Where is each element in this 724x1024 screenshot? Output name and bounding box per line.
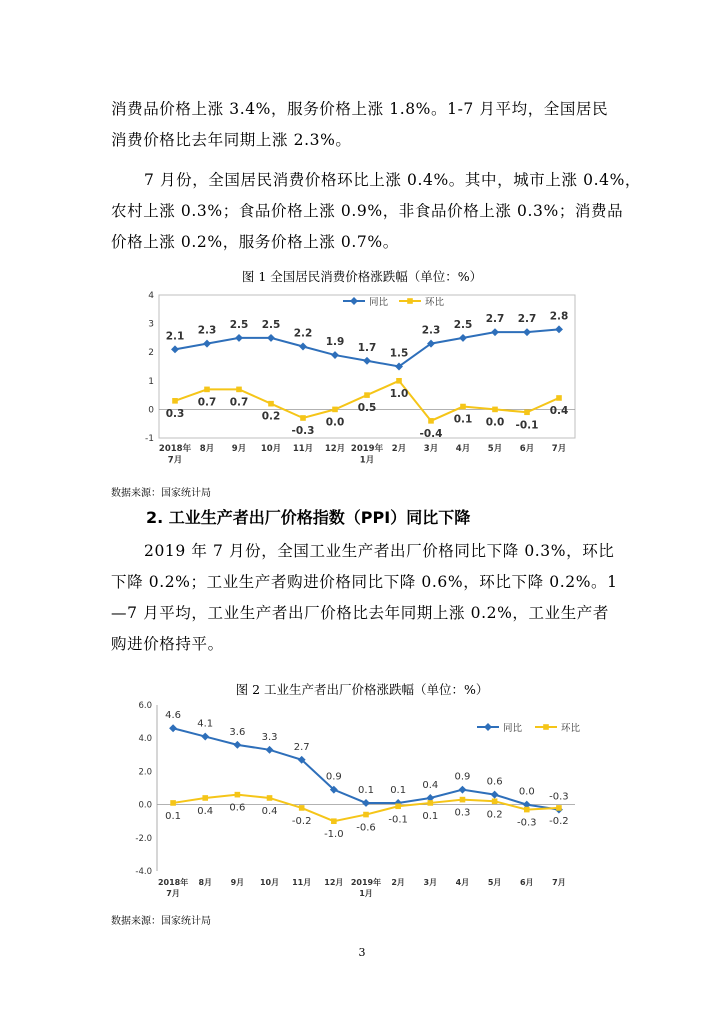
data-label: 0.0 xyxy=(325,416,345,429)
data-point xyxy=(233,741,241,749)
data-point xyxy=(491,328,499,336)
data-point xyxy=(428,418,434,424)
x-tick-label: 6月 xyxy=(519,878,534,887)
y-tick-label: -2.0 xyxy=(135,833,152,844)
data-point xyxy=(267,795,273,801)
data-label: -0.3 xyxy=(517,817,537,829)
data-point xyxy=(491,791,499,799)
data-point xyxy=(267,334,275,342)
legend-label: 同比 xyxy=(369,297,389,308)
data-label: 0.0 xyxy=(485,416,505,429)
x-tick-label: 5月 xyxy=(487,878,502,887)
data-label: -0.1 xyxy=(388,814,408,826)
data-label: 0.2 xyxy=(261,410,281,423)
data-label: 2.7 xyxy=(517,313,537,326)
data-label: 0.1 xyxy=(390,784,407,796)
data-label: 2.3 xyxy=(197,324,217,337)
data-point xyxy=(172,398,178,404)
figure-1-chart xyxy=(111,285,591,475)
x-tick-label: 7月 xyxy=(551,444,567,454)
data-point xyxy=(492,407,498,413)
x-tick-label: 11月 xyxy=(292,444,314,454)
data-label: 4.1 xyxy=(197,718,214,730)
paragraph-3 xyxy=(111,536,617,660)
data-label: 0.1 xyxy=(422,810,439,822)
text-line: 消费价格比去年同期上涨 2.3%。 xyxy=(111,131,352,149)
text-line: 7 月份，全国居民消费价格环比上涨 0.4%。其中，城市上涨 0.4%， xyxy=(144,171,642,189)
cpi-line-chart xyxy=(111,285,591,475)
legend-label: 同比 xyxy=(503,723,523,734)
data-label: 2.3 xyxy=(421,324,441,337)
data-label: 0.9 xyxy=(325,771,342,783)
data-label: -0.2 xyxy=(291,815,312,827)
text-line: 农村上涨 0.3%；食品价格上涨 0.9%，非食品价格上涨 0.3%；消费品 xyxy=(111,202,624,220)
y-tick-label: 2.0 xyxy=(138,767,152,778)
data-label: -0.6 xyxy=(356,822,376,834)
data-point xyxy=(363,812,369,818)
data-label: 0.5 xyxy=(357,402,377,415)
plot-frame xyxy=(159,295,575,438)
legend-marker xyxy=(484,723,492,731)
data-point xyxy=(266,746,274,754)
x-tick-label: 2019年 1月 xyxy=(350,444,384,466)
x-tick-label: 9月 xyxy=(231,444,247,454)
data-point xyxy=(169,724,177,732)
data-label: 2.2 xyxy=(293,327,313,340)
data-point xyxy=(556,805,562,811)
data-point xyxy=(459,334,467,342)
data-point xyxy=(362,799,370,807)
text-line: —7 月平均，工业生产者出厂价格比去年同期上涨 0.2%，工业生产者 xyxy=(111,604,609,622)
y-tick-label: 6.0 xyxy=(138,701,152,711)
data-point xyxy=(460,797,466,803)
data-point xyxy=(203,340,211,348)
data-label: 2.5 xyxy=(261,318,281,331)
data-point xyxy=(395,803,401,809)
data-label: 2.5 xyxy=(229,318,249,331)
data-point xyxy=(556,395,562,401)
data-label: 1.5 xyxy=(389,347,409,360)
data-point xyxy=(331,818,337,824)
data-label: 2.7 xyxy=(293,741,310,753)
x-tick-label: 10月 xyxy=(260,444,282,454)
series-line-yoy xyxy=(173,728,559,809)
data-label: 0.6 xyxy=(229,802,246,814)
figure-1-source: 数据来源：国家统计局 xyxy=(111,488,211,499)
data-label: 0.9 xyxy=(454,771,471,783)
y-tick-label: 0 xyxy=(148,405,154,416)
text-line: 消费品价格上涨 3.4%，服务价格上涨 1.8%。1-7 月平均，全国居民 xyxy=(111,100,609,118)
data-label: 0.0 xyxy=(518,786,535,798)
legend-marker xyxy=(407,298,413,304)
data-label: 0.7 xyxy=(229,396,249,409)
data-point xyxy=(459,786,467,794)
data-label: -0.3 xyxy=(291,424,315,437)
x-tick-label: 10月 xyxy=(259,878,280,887)
ppi-line-chart xyxy=(111,697,591,905)
data-label: 0.4 xyxy=(422,779,439,791)
data-label: 0.1 xyxy=(453,413,473,426)
data-label: -0.1 xyxy=(515,419,539,432)
data-label: 4.6 xyxy=(165,710,182,722)
data-point xyxy=(171,345,179,353)
data-point xyxy=(364,392,370,398)
x-tick-label: 2019年 1月 xyxy=(350,878,382,898)
data-label: 0.4 xyxy=(261,805,278,817)
legend-label: 环比 xyxy=(425,297,445,308)
x-tick-label: 12月 xyxy=(324,878,344,887)
data-label: 0.7 xyxy=(197,396,217,409)
figure-1-caption: 图 1 全国居民消费价格涨跌幅（单位：%） xyxy=(241,269,483,284)
data-label: 2.5 xyxy=(453,318,473,331)
x-tick-label: 9月 xyxy=(230,878,245,887)
x-tick-label: 3月 xyxy=(423,878,438,887)
data-point xyxy=(299,805,305,811)
page-number: 3 xyxy=(358,946,366,959)
data-point xyxy=(428,800,434,806)
y-tick-label: 0.0 xyxy=(138,800,152,811)
paragraph-2 xyxy=(111,165,642,258)
data-point xyxy=(555,325,563,333)
data-point xyxy=(268,401,274,407)
data-point xyxy=(235,334,243,342)
y-tick-label: 3 xyxy=(148,319,154,330)
figure-2-chart xyxy=(111,697,591,905)
legend-marker xyxy=(350,297,358,305)
data-label: 0.1 xyxy=(358,784,374,796)
data-point xyxy=(235,792,241,798)
data-label: -0.2 xyxy=(549,815,569,827)
data-point xyxy=(331,351,339,359)
y-tick-label: -4.0 xyxy=(135,867,152,877)
data-point xyxy=(332,407,338,413)
data-point xyxy=(524,807,530,813)
data-point xyxy=(204,387,210,393)
x-tick-label: 2月 xyxy=(391,878,405,887)
x-tick-label: 2018年 7月 xyxy=(158,444,192,466)
data-label: 0.4 xyxy=(197,805,214,817)
data-label: 1.9 xyxy=(325,336,345,349)
data-label: 3.3 xyxy=(261,731,278,743)
x-tick-label: 11月 xyxy=(292,878,312,887)
data-label: -1.0 xyxy=(324,829,344,841)
data-label: 2.1 xyxy=(165,330,185,343)
y-tick-label: 1 xyxy=(148,376,154,387)
data-point xyxy=(492,798,498,804)
x-tick-label: 3月 xyxy=(423,444,439,454)
text-line: 购进价格持平。 xyxy=(111,635,224,653)
data-point xyxy=(460,404,466,410)
y-tick-label: 2 xyxy=(148,348,154,359)
data-label: 3.6 xyxy=(229,726,246,738)
data-label: 0.1 xyxy=(165,810,182,822)
legend-marker xyxy=(543,724,549,730)
data-label: -0.4 xyxy=(419,427,443,440)
x-tick-label: 4月 xyxy=(455,878,470,887)
y-tick-label: 4.0 xyxy=(138,734,152,745)
section-heading: 2. 工业生产者出厂价格指数（PPI）同比下降 xyxy=(146,508,471,527)
y-tick-label: -1 xyxy=(145,434,154,444)
data-label: 0.2 xyxy=(486,809,503,821)
data-point xyxy=(396,378,402,384)
x-tick-label: 5月 xyxy=(487,444,503,454)
figure-2-caption: 图 2 工业生产者出厂价格涨跌幅（单位：%） xyxy=(235,682,489,697)
legend-label: 环比 xyxy=(561,723,581,734)
data-point xyxy=(524,409,530,415)
data-point xyxy=(300,415,306,421)
text-line: 价格上涨 0.2%，服务价格上涨 0.7%。 xyxy=(111,233,399,251)
data-point xyxy=(299,343,307,351)
text-line: 2019 年 7 月份，全国工业生产者出厂价格同比下降 0.3%，环比 xyxy=(144,542,615,560)
data-label: 1.0 xyxy=(389,387,409,400)
data-point xyxy=(202,795,208,801)
x-tick-label: 7月 xyxy=(552,878,566,887)
x-tick-label: 8月 xyxy=(199,444,215,454)
data-label: 2.7 xyxy=(485,313,505,326)
text-line: 下降 0.2%；工业生产者购进价格同比下降 0.6%，环比下降 0.2%。1 xyxy=(111,573,618,591)
data-point xyxy=(236,387,242,393)
data-point xyxy=(363,357,371,365)
data-label: 1.7 xyxy=(357,341,377,354)
x-tick-label: 2018年 7月 xyxy=(157,878,189,898)
x-tick-label: 12月 xyxy=(324,444,346,454)
data-label: -0.3 xyxy=(549,791,569,803)
x-tick-label: 6月 xyxy=(519,444,535,454)
figure-2-source: 数据来源：国家统计局 xyxy=(111,916,211,927)
x-tick-label: 4月 xyxy=(455,444,471,454)
x-tick-label: 2月 xyxy=(391,444,407,454)
data-label: 0.4 xyxy=(549,404,569,417)
data-label: 0.3 xyxy=(165,407,185,420)
y-tick-label: 4 xyxy=(148,291,154,301)
data-label: 0.3 xyxy=(454,807,471,819)
x-tick-label: 8月 xyxy=(198,878,213,887)
data-point xyxy=(201,733,209,741)
data-point xyxy=(170,800,176,806)
paragraph-1 xyxy=(111,94,617,156)
data-point xyxy=(523,328,531,336)
data-label: 0.6 xyxy=(486,776,503,788)
data-label: 2.8 xyxy=(549,310,569,323)
